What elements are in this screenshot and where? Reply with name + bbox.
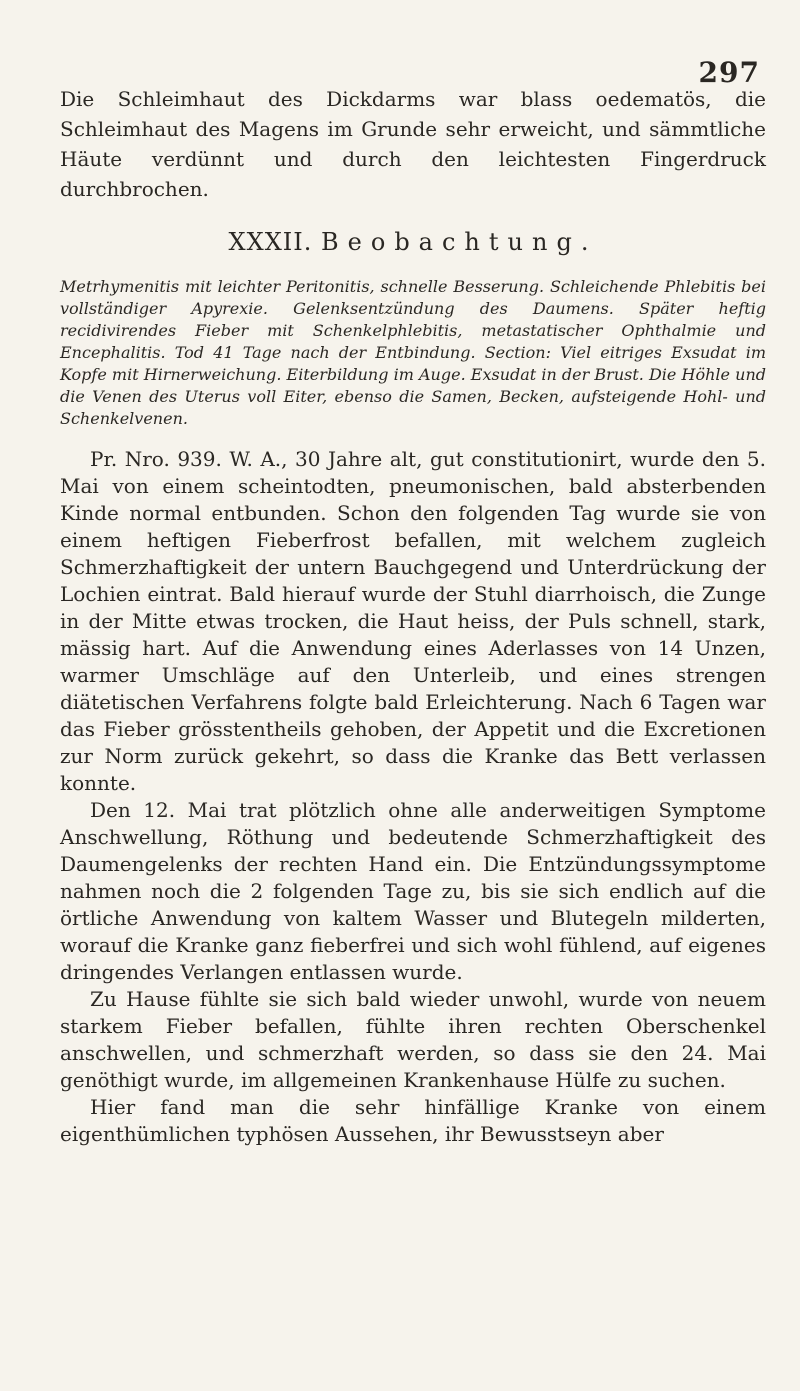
paragraph-3: Zu Hause fühlte sie sich bald wieder unwohl, wurde von neuem starkem Fieber befallen, fühlte ihren rechten Oberschenkel anschwellen, und schmerzhaft werden, so dass sie den 24. Mai genöthigt wurde, im allgemeinen Krankenhause Hülfe zu suchen. — [60, 987, 766, 1092]
section-heading — [60, 228, 766, 256]
heading-numeral: XXXII. — [228, 228, 313, 256]
paragraph-4: Hier fand man die sehr hinfällige Kranke von einem eigenthümlichen typhösen Aussehen, ihr Bewusstseyn aber — [60, 1095, 766, 1146]
paragraph-1: Pr. Nro. 939. W. A., 30 Jahre alt, gut constitutionirt, wurde den 5. Mai von einem scheintodten, pneumonischen, bald absterbenden Kinde normal entbunden. Schon den folgenden Tag wurde sie von einem heftigen Fieberfrost befallen, mit welchem zugleich Schmerzhaftigkeit der untern Bauchgegend und Unterdrückung der Lochien eintrat. Bald hierauf wurde der Stuhl diarrhoisch, die Zunge in der Mitte etwas trocken, die Haut heiss, der Puls schnell, stark, mässig hart. Auf die Anwendung eines Aderlasses von 14 Unzen, warmer Umschläge auf den Unterleib, und eines strengen diätetischen Verfahrens folgte bald Erleichterung. Nach 6 Tagen war das Fieber grösstentheils gehoben, der Appetit und die Excretionen zur Norm zurück gekehrt, so dass die Kranke das Bett verlassen konnte. — [60, 447, 766, 795]
paragraph-2: Den 12. Mai trat plötzlich ohne alle anderweitigen Symptome Anschwellung, Röthung und bedeutende Schmerzhaftigkeit des Daumengelenks der rechten Hand ein. Die Entzündungssymptome nahmen noch die 2 folgenden Tage zu, bis sie sich endlich auf die örtliche Anwendung von kaltem Wasser und Blutegeln milderten, worauf die Kranke ganz fieberfrei und sich wohl fühlend, auf eigenes dringendes Verlangen entlassen wurde. — [60, 798, 766, 984]
page-number: 297 — [698, 56, 760, 89]
case-summary: Metrhymenitis mit leichter Peritonitis, schnelle Besserung. Schleichende Phlebitis bei vollständiger Apyrexie. Gelenksentzündung des Daumens. Später heftig recidivirendes Fieber mit Schenkelphlebitis, metastatischer Ophthalmie und Encephalitis. Tod 41 Tage nach der Entbindung. Section: Viel eitriges Exsudat im Kopfe mit Hirnerweichung. Eiterbildung im Auge. Exsudat in der Brust. Die Höhle und die Venen des Uterus voll Eiter, ebenso die Samen, Becken, aufsteigende Hohl- und Schenkelvenen. — [60, 277, 766, 428]
intro-paragraph: Die Schleimhaut des Dickdarms war blass oedematös, die Schleimhaut des Magens im Grunde sehr erweicht, und sämmtliche Häute verdünnt und durch den leichtesten Fingerdruck durchbrochen. — [60, 87, 766, 201]
page-content — [60, 84, 766, 1148]
case-body — [60, 446, 766, 1148]
heading-word: Beobachtung. — [321, 228, 598, 256]
